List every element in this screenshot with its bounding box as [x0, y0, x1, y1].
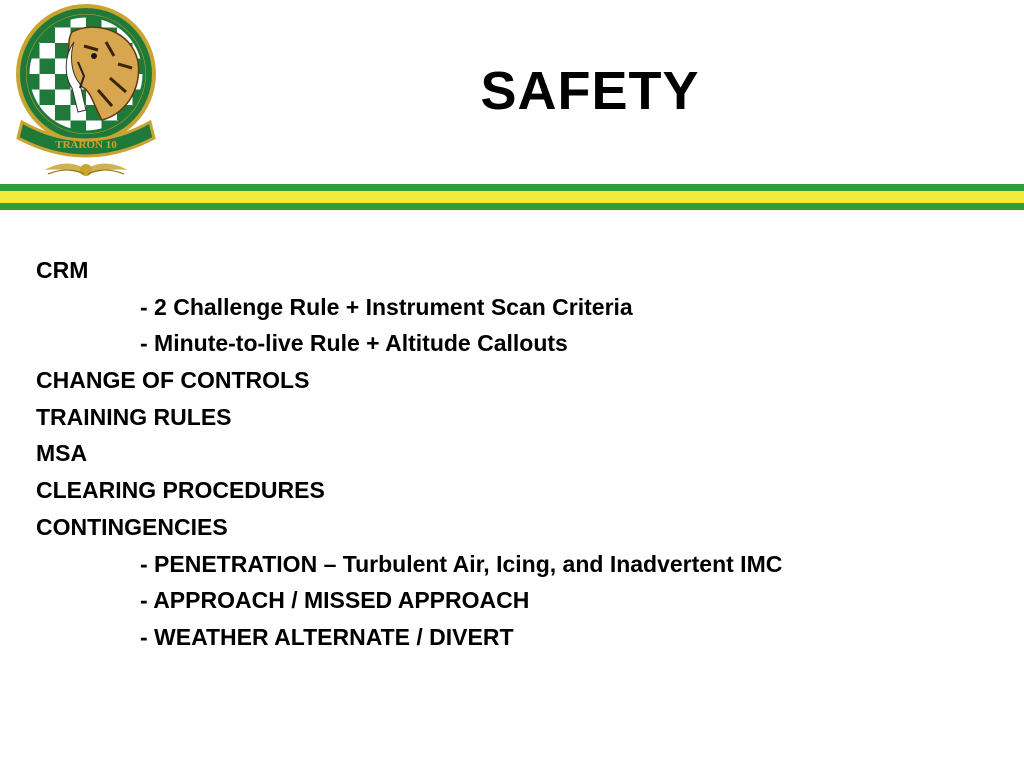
list-item: CHANGE OF CONTROLS: [36, 367, 310, 394]
list-subitem: - Minute-to-live Rule + Altitude Callouts: [140, 330, 568, 357]
squadron-patch-icon: [14, 2, 164, 188]
list-item: CONTINGENCIES: [36, 513, 228, 540]
list-subitem: - PENETRATION – Turbulent Air, Icing, and Inadvertent IMC: [140, 550, 783, 577]
wings-insignia-icon: [44, 163, 128, 176]
slide-title: SAFETY: [480, 61, 700, 121]
list-item: CLEARING PROCEDURES: [36, 477, 325, 504]
list-subitem: - 2 Challenge Rule + Instrument Scan Criteria: [140, 293, 633, 320]
list-item: TRAINING RULES: [36, 403, 232, 430]
patch-banner-text: TRARON 10: [55, 139, 117, 151]
list-subitem: - APPROACH / MISSED APPROACH: [140, 587, 530, 614]
divider-yellow-stripe: [0, 191, 1024, 203]
list-item: MSA: [36, 440, 88, 467]
header-divider: [0, 184, 1024, 210]
divider-green-stripe-top: [0, 184, 1024, 191]
safety-topics-list: [36, 252, 996, 656]
list-subitem: - WEATHER ALTERNATE / DIVERT: [140, 623, 514, 650]
list-item: CRM: [36, 257, 89, 283]
divider-green-stripe-bottom: [0, 203, 1024, 210]
